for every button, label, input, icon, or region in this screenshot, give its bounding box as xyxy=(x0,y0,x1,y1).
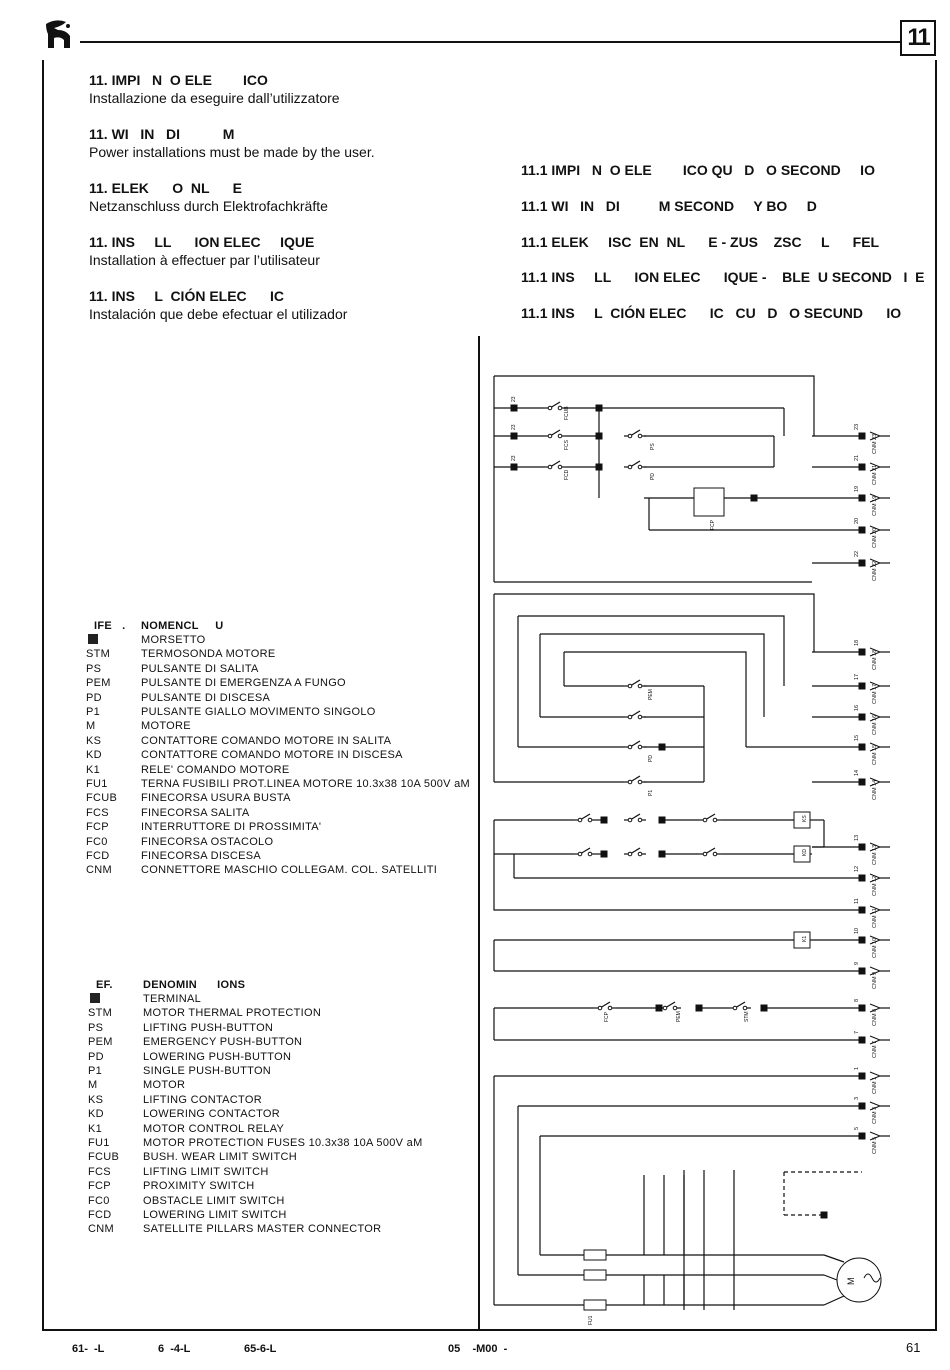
legend-code: FC0 xyxy=(88,1194,110,1207)
terminal-label: 15 xyxy=(854,734,860,741)
subsection-heading-en: 11.1 WI IN DI M SECOND Y BO D xyxy=(521,198,817,214)
limit-switch-contact xyxy=(558,434,562,438)
legend-description: CONNETTORE MASCHIO COLLEGAM. COL. SATELLITI xyxy=(141,864,438,877)
legend-code: CNM xyxy=(88,1223,114,1236)
push-button-contact xyxy=(628,465,632,469)
terminal-label: 8 xyxy=(854,998,860,1002)
terminal-block xyxy=(859,527,866,534)
legend-code: PS xyxy=(88,1021,104,1034)
terminal-block xyxy=(601,817,608,824)
push-button-contact xyxy=(638,684,642,688)
limit-switch-contact xyxy=(558,406,562,410)
wire-label: 23 xyxy=(511,396,517,402)
legend-code: K1 xyxy=(88,1122,103,1135)
emergency-contact xyxy=(598,1006,602,1010)
limit-switch-contact xyxy=(558,465,562,469)
terminal-label: 11 xyxy=(854,898,860,904)
page-number: 61 xyxy=(906,1340,921,1355)
limit-switch-contact xyxy=(588,852,592,856)
push-button-contact xyxy=(673,1006,677,1010)
push-button-contact xyxy=(638,465,642,469)
terminal-block xyxy=(859,907,866,914)
legend-code: FC0 xyxy=(86,835,108,848)
terminal-block xyxy=(511,464,518,471)
limit-switch-contact xyxy=(588,818,592,822)
connector-label: CNM 9 xyxy=(872,971,878,989)
component-label: FCP xyxy=(604,1012,610,1022)
component-label: KS xyxy=(802,815,808,822)
limit-switch-contact xyxy=(638,818,642,822)
wire xyxy=(494,376,814,436)
legend-description: MORSETTO xyxy=(141,634,206,646)
legend-description: PULSANTE GIALLO MOVIMENTO SINGOLO xyxy=(141,706,376,718)
legend-description: FINECORSA DISCESA xyxy=(141,850,262,862)
component-label: FCP xyxy=(710,520,716,530)
terminal-block xyxy=(596,405,603,412)
subsection-heading-it: 11.1 IMPI N O ELE ICO QU D O SECOND IO xyxy=(521,162,875,178)
terminal-label: 14 xyxy=(854,769,860,776)
terminal-block xyxy=(659,744,666,751)
terminal-symbol-icon xyxy=(88,634,138,647)
legend-code: KS xyxy=(88,1093,104,1106)
subsection-heading-es: 11.1 INS L CIÓN ELEC IC CU D O SECUND IO xyxy=(521,305,902,321)
terminal-label: 1 xyxy=(854,1066,860,1070)
section-subtitle: Installazione da eseguire dall’utilizzatore xyxy=(89,90,340,106)
component-label: PD xyxy=(650,473,656,480)
limit-switch-contact xyxy=(578,818,582,822)
terminal-block xyxy=(601,851,608,858)
terminal-block xyxy=(859,1037,866,1044)
terminal-block xyxy=(751,495,758,502)
legend-code: FCD xyxy=(86,850,110,862)
legend-header-code: EF. xyxy=(96,979,113,991)
wire xyxy=(494,820,812,910)
legend-description: PULSANTE DI DISCESA xyxy=(141,691,271,704)
legend-code: PD xyxy=(88,1050,104,1063)
wire-label: 23 xyxy=(511,455,517,461)
relay-contact xyxy=(703,818,707,822)
terminal-symbol-icon xyxy=(90,993,140,1006)
terminal-block xyxy=(859,844,866,851)
schematic-wiring xyxy=(494,376,890,1310)
terminal-block xyxy=(859,1005,866,1012)
section-subtitle: Instalación que debe efectuar el utilizador xyxy=(89,306,348,322)
legend-code: FCD xyxy=(88,1209,112,1221)
terminal-label: 17 xyxy=(854,673,860,680)
legend-header-desc: NOMENCL U xyxy=(141,620,224,632)
component-label: P1 xyxy=(648,789,654,796)
motor-icon xyxy=(837,1258,881,1302)
limit-switch-contact xyxy=(638,852,642,856)
terminal-label: 16 xyxy=(854,704,860,711)
limit-switch-contact xyxy=(578,852,582,856)
relay-contact xyxy=(713,818,717,822)
legend-code: K1 xyxy=(86,763,101,776)
relay-contact xyxy=(713,852,717,856)
title-block-es xyxy=(89,288,347,322)
component-label: PEM xyxy=(648,689,654,700)
wire xyxy=(518,616,784,686)
terminal-label: 20 xyxy=(854,517,860,524)
subsection-heading-fr: 11.1 INS LL ION ELEC IQUE - BLE U SECOND I E xyxy=(521,269,925,285)
legend-description: CONTATTORE COMANDO MOTORE IN DISCESA xyxy=(141,749,403,762)
terminal-block xyxy=(859,560,866,567)
column-divider xyxy=(478,336,480,1329)
legend-description: OBSTACLE LIMIT SWITCH xyxy=(143,1194,285,1207)
terminal-block xyxy=(859,1103,866,1110)
limit-switch-contact xyxy=(548,434,552,438)
title-block-fr xyxy=(89,234,320,268)
legend-description: RELE' COMANDO MOTORE xyxy=(141,763,290,776)
section-heading: 11. IMPI N O ELE ICO xyxy=(89,72,268,88)
thermal-contact xyxy=(743,1006,747,1010)
legend-description: LIFTING PUSH-BUTTON xyxy=(143,1021,274,1034)
legend-description: INTERRUTTORE DI PROSSIMITA' xyxy=(141,821,322,834)
title-block-it xyxy=(89,72,340,106)
component-label: FU1 xyxy=(588,1315,594,1325)
push-button-contact xyxy=(628,684,632,688)
legend-description: TERMINAL xyxy=(143,993,202,1005)
component-label: PS xyxy=(650,443,656,450)
terminal-label: 3 xyxy=(854,1096,860,1100)
chapter-number: 11 xyxy=(907,24,929,51)
legend-english xyxy=(88,979,478,1239)
legend-code: FU1 xyxy=(86,778,108,790)
push-button-contact xyxy=(628,745,632,749)
legend-description: LIFTING LIMIT SWITCH xyxy=(143,1165,269,1178)
connector-label: CNM 20 xyxy=(872,527,878,548)
terminal-block xyxy=(859,968,866,975)
terminal-label: 13 xyxy=(854,834,860,841)
legend-description: TERMOSONDA MOTORE xyxy=(141,648,276,661)
terminal-label: 5 xyxy=(854,1126,860,1130)
section-subtitle: Installation à effectuer par l’utilisateur xyxy=(89,252,320,268)
section-heading: 11. ELEK O NL E xyxy=(89,180,243,196)
legend-description: SATELLITE PILLARS MASTER CONNECTOR xyxy=(143,1223,382,1236)
relay-contact xyxy=(703,852,707,856)
terminal-block xyxy=(859,433,866,440)
connector-label: CNM 18 xyxy=(872,649,878,670)
component-label: FCS xyxy=(564,440,570,450)
wire xyxy=(494,594,814,652)
connector-label: CNM 15 xyxy=(872,744,878,765)
terminal-block xyxy=(596,433,603,440)
legend-code: KD xyxy=(88,1108,104,1121)
subsection-heading-de: 11.1 ELEK ISC EN NL E - ZUS ZSC L FEL xyxy=(521,234,880,250)
connector-label: CNM 17 xyxy=(872,683,878,704)
legend-description: PULSANTE DI EMERGENZA A FUNGO xyxy=(141,677,346,690)
connector-label: CNM 22 xyxy=(872,560,878,581)
connector-label: CNM 10 xyxy=(872,937,878,958)
legend-description: MOTOR THERMAL PROTECTION xyxy=(143,1007,322,1020)
header-rule xyxy=(80,41,900,43)
section-heading: 11. INS L CIÓN ELEC IC xyxy=(89,288,285,304)
legend-code: FCS xyxy=(86,806,109,819)
connector-label: CNM 23 xyxy=(872,433,878,454)
terminal-group xyxy=(511,405,866,1219)
connector-label: CNM 16 xyxy=(872,714,878,735)
terminal-block xyxy=(656,1005,663,1012)
terminal-block xyxy=(859,683,866,690)
legend-description: MOTORE xyxy=(141,720,191,733)
frame-bottom-rule xyxy=(42,1329,937,1331)
terminal-label: 19 xyxy=(854,485,860,492)
legend-code: PD xyxy=(86,691,102,704)
legend-description: PROXIMITY SWITCH xyxy=(143,1180,255,1193)
legend-code: FU1 xyxy=(88,1137,110,1149)
legend-description: FINECORSA SALITA xyxy=(141,806,250,819)
component-label: STM xyxy=(744,1011,750,1022)
legend-code: P1 xyxy=(86,706,101,718)
limit-switch-contact xyxy=(628,852,632,856)
section-subtitle: Netzanschluss durch Elektrofachkräfte xyxy=(89,198,328,214)
section-subtitle: Power installations must be made by the user. xyxy=(89,144,375,160)
legend-description: LOWERING LIMIT SWITCH xyxy=(143,1209,287,1221)
component-group xyxy=(511,396,881,1325)
wire xyxy=(824,1296,844,1305)
section-heading: 11. WI IN DI M xyxy=(89,126,235,142)
terminal-block xyxy=(859,937,866,944)
frame-left-rule xyxy=(42,60,44,1330)
terminal-label: 21 xyxy=(854,454,860,461)
connector-label: CNM 21 xyxy=(872,464,878,485)
legend-description: MOTOR xyxy=(143,1079,186,1092)
legend-code: M xyxy=(86,720,96,733)
legend-description: MOTOR PROTECTION FUSES 10.3x38 10A 500V aM xyxy=(143,1137,423,1149)
wire xyxy=(824,1275,837,1280)
thermal-contact xyxy=(733,1006,737,1010)
component-label: FCD xyxy=(564,469,570,480)
push-button-contact xyxy=(628,715,632,719)
connector-label: CNM 12 xyxy=(872,875,878,896)
terminal-label: 22 xyxy=(854,550,860,557)
terminal-block xyxy=(659,817,666,824)
legend-description: PULSANTE DI SALITA xyxy=(141,662,259,675)
connector-label: CNM 3 xyxy=(872,1106,878,1124)
terminal-label: 12 xyxy=(854,865,860,872)
emergency-contact xyxy=(608,1006,612,1010)
legend-code: STM xyxy=(86,648,111,661)
limit-switch-contact xyxy=(628,818,632,822)
limit-switch-contact xyxy=(548,465,552,469)
motor-label: M xyxy=(846,1277,856,1285)
component-label: FCUB xyxy=(564,406,570,420)
push-button-contact xyxy=(638,434,642,438)
legend-description: CONTATTORE COMANDO MOTORE IN SALITA xyxy=(141,734,392,747)
legend-code: FCS xyxy=(88,1165,111,1178)
terminal-label: 7 xyxy=(854,1030,860,1034)
terminal-block xyxy=(659,851,666,858)
legend-code: KS xyxy=(86,734,102,747)
legend-code: FCP xyxy=(88,1180,111,1193)
terminal-block xyxy=(821,1212,828,1219)
legend-description: LIFTING CONTACTOR xyxy=(143,1093,262,1106)
brand-logo xyxy=(40,16,80,56)
component-label: PEM xyxy=(676,1011,682,1022)
connector-label: CNM 11 xyxy=(872,908,878,928)
push-button-contact xyxy=(628,780,632,784)
connector-label: CNM 8 xyxy=(872,1008,878,1026)
connector-label: CNM 1 xyxy=(872,1076,878,1094)
terminal-block xyxy=(859,714,866,721)
terminal-label: 10 xyxy=(854,927,860,934)
legend-description: FINECORSA OSTACOLO xyxy=(141,835,274,848)
legend-description: LOWERING PUSH-BUTTON xyxy=(143,1050,292,1063)
connector-label: CNM 19 xyxy=(872,495,878,516)
footer-model-1: 61- -L xyxy=(72,1343,105,1355)
legend-description: BUSH. WEAR LIMIT SWITCH xyxy=(143,1151,297,1164)
legend-code: FCUB xyxy=(86,792,118,805)
push-button-contact xyxy=(628,434,632,438)
footer-model-2: 6 -4-L xyxy=(158,1343,191,1355)
terminal-label: 9 xyxy=(854,961,860,965)
legend-description: MOTOR CONTROL RELAY xyxy=(143,1122,285,1135)
frame-right-rule xyxy=(935,60,937,1330)
push-button-contact xyxy=(638,780,642,784)
legend-code: PEM xyxy=(86,677,111,690)
section-heading: 11. INS LL ION ELEC IQUE xyxy=(89,234,315,250)
title-block-de xyxy=(89,180,328,214)
terminal-label: 23 xyxy=(854,423,860,430)
wire xyxy=(564,652,746,690)
component-label: KD xyxy=(802,849,808,856)
legend-code: P1 xyxy=(88,1065,103,1077)
terminal-block xyxy=(761,1005,768,1012)
fuse-fu1 xyxy=(584,1300,606,1310)
title-block-en xyxy=(89,126,375,160)
wire-label: 23 xyxy=(511,424,517,430)
legend-code: M xyxy=(88,1079,98,1092)
wire xyxy=(540,634,764,717)
terminal-block xyxy=(696,1005,703,1012)
push-button-contact xyxy=(638,745,642,749)
wiring-schematic xyxy=(484,350,932,1325)
wire xyxy=(824,1255,844,1262)
legend-description: FINECORSA USURA BUSTA xyxy=(141,792,291,805)
terminal-block xyxy=(511,405,518,412)
connector-label: CNM 7 xyxy=(872,1040,878,1058)
push-button-contact xyxy=(638,715,642,719)
terminal-block xyxy=(511,433,518,440)
legend-code: STM xyxy=(88,1007,113,1020)
component-label: PD xyxy=(648,755,654,762)
legend-header-desc: DENOMIN IONS xyxy=(143,979,246,991)
legend-header-code: IFE . xyxy=(94,620,126,632)
legend-code: PS xyxy=(86,662,102,675)
fuse-fu1 xyxy=(584,1250,606,1260)
connector-label: CNM 5 xyxy=(872,1136,878,1154)
legend-code: CNM xyxy=(86,864,112,877)
legend-code: KD xyxy=(86,749,102,762)
push-button-contact xyxy=(663,1006,667,1010)
terminal-block xyxy=(859,649,866,656)
terminal-block xyxy=(859,464,866,471)
legend-code: FCUB xyxy=(88,1151,120,1164)
chapter-badge xyxy=(900,20,936,56)
legend-description: SINGLE PUSH-BUTTON xyxy=(143,1065,272,1077)
terminal-block xyxy=(859,779,866,786)
terminal-label: 18 xyxy=(854,639,860,646)
limit-switch-contact xyxy=(548,406,552,410)
legend-code: FCP xyxy=(86,821,109,834)
terminal-block xyxy=(596,464,603,471)
footer-doc-code: 05 -M00 - xyxy=(448,1343,508,1355)
legend-description: EMERGENCY PUSH-BUTTON xyxy=(143,1036,303,1049)
terminal-block xyxy=(859,495,866,502)
legend-description: TERNA FUSIBILI PROT.LINEA MOTORE 10.3x38 10A 500V aM xyxy=(141,778,471,790)
legend-code: PEM xyxy=(88,1036,113,1049)
fuse-fu1 xyxy=(584,1270,606,1280)
footer-model-3: 65-6-L xyxy=(244,1343,277,1355)
connector-label: CNM 14 xyxy=(872,779,878,800)
component-label: K1 xyxy=(802,935,808,942)
terminal-block xyxy=(859,744,866,751)
terminal-block xyxy=(859,1073,866,1080)
legend-description: LOWERING CONTACTOR xyxy=(143,1108,280,1121)
terminal-block xyxy=(859,875,866,882)
terminal-block xyxy=(859,1133,866,1140)
legend-italian xyxy=(86,620,476,880)
proximity-switch-fcp xyxy=(694,488,724,516)
connector-label: CNM 13 xyxy=(872,844,878,865)
